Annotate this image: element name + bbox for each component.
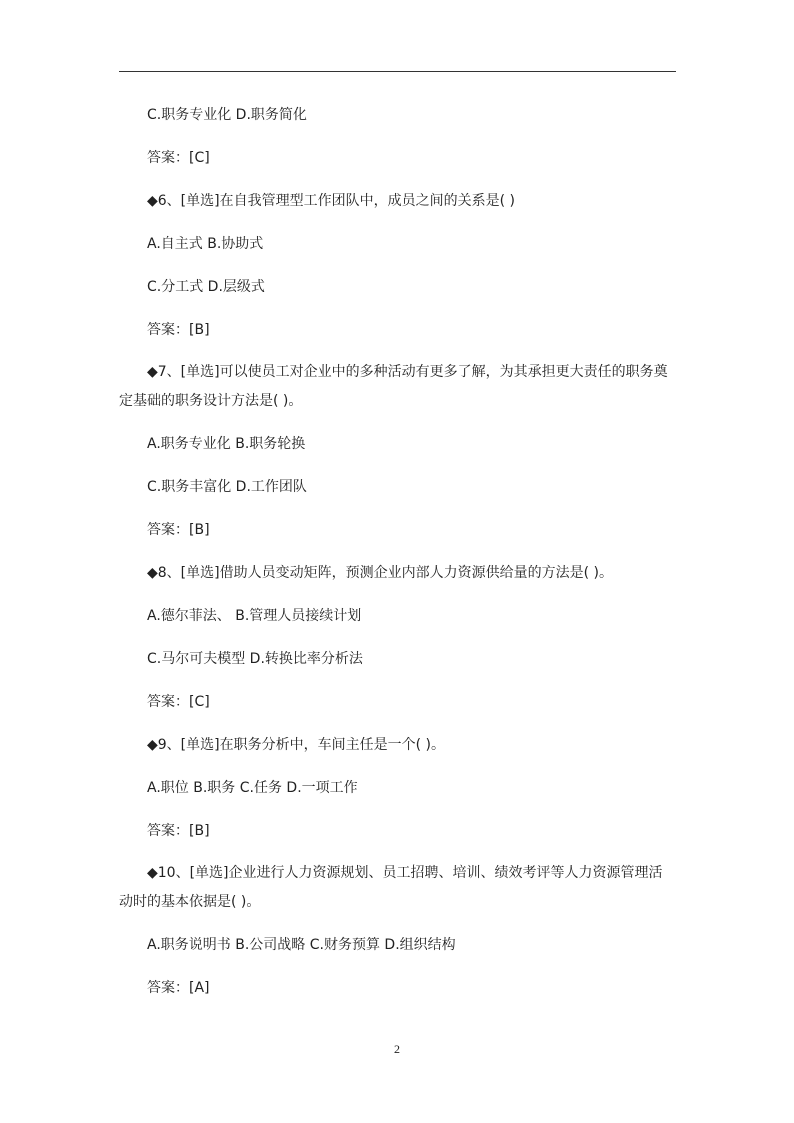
question-6: ◆6、[单选]在自我管理型工作团队中，成员之间的关系是( ) bbox=[147, 193, 515, 209]
answer-line: 答案：[B] bbox=[147, 322, 210, 338]
option-line: C.马尔可夫模型 D.转换比率分析法 bbox=[147, 651, 363, 667]
option-line: C.职务丰富化 D.工作团队 bbox=[147, 479, 307, 495]
question-8: ◆8、[单选]借助人员变动矩阵，预测企业内部人力资源供给量的方法是( )。 bbox=[147, 565, 613, 581]
question-9: ◆9、[单选]在职务分析中，车间主任是一个( )。 bbox=[147, 737, 445, 753]
answer-line: 答案：[C] bbox=[147, 150, 210, 166]
option-line: C.分工式 D.层级式 bbox=[147, 279, 265, 295]
option-line: C.职务专业化 D.职务简化 bbox=[147, 107, 307, 123]
option-line: A.德尔菲法、 B.管理人员接续计划 bbox=[147, 608, 362, 624]
header-rule bbox=[119, 71, 676, 72]
question-10: ◆10、[单选]企业进行人力资源规划、员工招聘、培训、绩效考评等人力资源管理活动时的基本依据是( )。 bbox=[119, 865, 663, 910]
option-line: A.职务专业化 B.职务轮换 bbox=[147, 436, 306, 452]
page-number: 2 bbox=[394, 1042, 400, 1056]
answer-line: 答案：[B] bbox=[147, 823, 210, 839]
answer-line: 答案：[A] bbox=[147, 980, 210, 996]
question-7: ◆7、[单选]可以使员工对企业中的多种活动有更多了解，为其承担更大责任的职务奠定基础的职务设计方法是( )。 bbox=[119, 364, 668, 409]
answer-line: 答案：[C] bbox=[147, 694, 210, 710]
answer-line: 答案：[B] bbox=[147, 522, 210, 538]
option-line: A.职务说明书 B.公司战略 C.财务预算 D.组织结构 bbox=[147, 937, 456, 953]
option-line: A.职位 B.职务 C.任务 D.一项工作 bbox=[147, 780, 358, 796]
option-line: A.自主式 B.协助式 bbox=[147, 236, 264, 252]
